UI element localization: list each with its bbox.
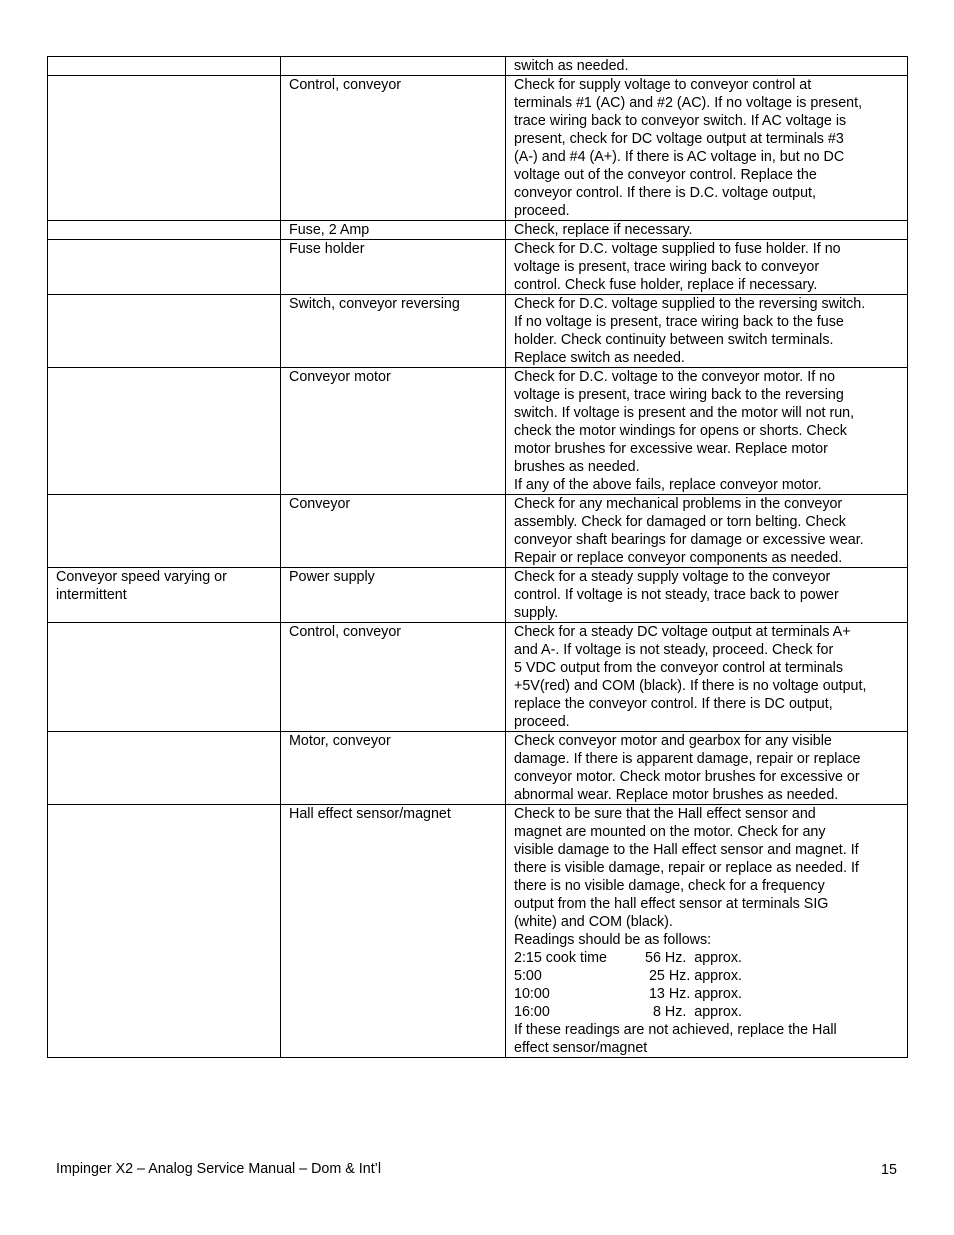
remedy-line: visible damage to the Hall effect sensor and magnet. If (514, 842, 859, 858)
table-row (48, 495, 908, 568)
cause-text: Fuse holder (289, 241, 365, 257)
remedy-line: If these readings are not achieved, replace the Hall (514, 1022, 837, 1038)
remedy-cell (506, 295, 908, 368)
cause-text: Fuse, 2 Amp (289, 222, 370, 238)
remedy-line: 5 VDC output from the conveyor control at terminals (514, 660, 843, 676)
table-row (48, 805, 908, 1058)
remedy-line: (white) and COM (black). (514, 914, 673, 930)
remedy-cell (506, 57, 908, 76)
cause-text: Control, conveyor (289, 77, 402, 93)
reading-value: 25 Hz. approx. (645, 968, 742, 984)
symptom-cell (48, 295, 281, 368)
remedy-line: there is no visible damage, check for a frequency (514, 878, 825, 894)
cause-cell (281, 495, 506, 568)
remedy-line: effect sensor/magnet (514, 1040, 648, 1056)
symptom-cell (48, 495, 281, 568)
remedy-line: check the motor windings for opens or shorts. Check (514, 423, 847, 439)
cause-cell (281, 221, 506, 240)
remedy-line: Check for any mechanical problems in the conveyor (514, 496, 843, 512)
cause-text: Motor, conveyor (289, 733, 391, 749)
cause-text: Control, conveyor (289, 624, 402, 640)
reading-value: 8 Hz. approx. (645, 1004, 742, 1020)
remedy-cell (506, 805, 908, 1058)
symptom-cell (48, 568, 281, 623)
remedy-line: brushes as needed. (514, 459, 640, 475)
reading-time: 10:00 (514, 986, 550, 1002)
cause-cell (281, 57, 506, 76)
remedy-line: damage. If there is apparent damage, repair or replace (514, 751, 861, 767)
remedy-cell (506, 568, 908, 623)
symptom-cell (48, 732, 281, 805)
remedy-line: Check for D.C. voltage supplied to the reversing switch. (514, 296, 866, 312)
cause-cell (281, 240, 506, 295)
remedy-line: If any of the above fails, replace conveyor motor. (514, 477, 822, 493)
remedy-cell (506, 623, 908, 732)
reading-time: 5:00 (514, 968, 542, 984)
symptom-cell (48, 221, 281, 240)
troubleshooting-table (47, 56, 908, 1058)
remedy-line: Check, replace if necessary. (514, 222, 693, 238)
remedy-cell (506, 495, 908, 568)
remedy-line: Check to be sure that the Hall effect sensor and (514, 806, 816, 822)
table-row (48, 623, 908, 732)
cause-cell (281, 732, 506, 805)
remedy-line: conveyor control. If there is D.C. voltage output, (514, 185, 816, 201)
remedy-line: Check for a steady DC voltage output at terminals A+ (514, 624, 851, 640)
remedy-line: terminals #1 (AC) and #2 (AC). If no voltage is present, (514, 95, 863, 111)
symptom-cell (48, 76, 281, 221)
reading-time: 16:00 (514, 1004, 550, 1020)
cause-cell (281, 568, 506, 623)
remedy-line: voltage out of the conveyor control. Replace the (514, 167, 817, 183)
remedy-line: switch as needed. (514, 58, 629, 74)
remedy-line: Replace switch as needed. (514, 350, 685, 366)
page-number: 15 (881, 1162, 897, 1178)
remedy-cell (506, 368, 908, 495)
table-row (48, 368, 908, 495)
remedy-line: control. Check fuse holder, replace if necessary. (514, 277, 818, 293)
remedy-line: conveyor motor. Check motor brushes for excessive or (514, 769, 860, 785)
cause-cell (281, 623, 506, 732)
cause-cell (281, 368, 506, 495)
remedy-line: abnormal wear. Replace motor brushes as needed. (514, 787, 839, 803)
footer-title: Impinger X2 – Analog Service Manual – Dom & Int’l (56, 1161, 382, 1177)
remedy-line: supply. (514, 605, 559, 621)
remedy-line: holder. Check continuity between switch terminals. (514, 332, 834, 348)
cause-text: Conveyor (289, 496, 351, 512)
remedy-cell (506, 76, 908, 221)
remedy-line: conveyor shaft bearings for damage or excessive wear. (514, 532, 864, 548)
remedy-line: Readings should be as follows: (514, 932, 712, 948)
remedy-line: Check for supply voltage to conveyor control at (514, 77, 812, 93)
cause-text: Conveyor motor (289, 369, 391, 385)
reading-row (514, 967, 903, 985)
table-row (48, 57, 908, 76)
troubleshooting-table-body (48, 57, 908, 1058)
remedy-line: voltage is present, trace wiring back to conveyor (514, 259, 820, 275)
reading-row (514, 985, 903, 1003)
table-row (48, 76, 908, 221)
reading-row (514, 949, 903, 967)
remedy-line: assembly. Check for damaged or torn belting. Check (514, 514, 846, 530)
remedy-cell (506, 240, 908, 295)
symptom-cell (48, 57, 281, 76)
table-row (48, 221, 908, 240)
remedy-line: Check for D.C. voltage to the conveyor motor. If no (514, 369, 836, 385)
symptom-cell (48, 240, 281, 295)
remedy-line: output from the hall effect sensor at terminals SIG (514, 896, 829, 912)
remedy-line: proceed. (514, 714, 570, 730)
remedy-line: Check conveyor motor and gearbox for any visible (514, 733, 832, 749)
remedy-line: (A-) and #4 (A+). If there is AC voltage in, but no DC (514, 149, 845, 165)
table-row (48, 295, 908, 368)
remedy-line: Check for a steady supply voltage to the conveyor (514, 569, 831, 585)
remedy-line: voltage is present, trace wiring back to the reversing (514, 387, 844, 403)
cause-cell (281, 805, 506, 1058)
remedy-line: proceed. (514, 203, 570, 219)
symptom-cell (48, 805, 281, 1058)
reading-row (514, 1003, 903, 1021)
symptom-cell (48, 623, 281, 732)
cause-cell (281, 295, 506, 368)
reading-value: 13 Hz. approx. (645, 986, 742, 1002)
remedy-line: trace wiring back to conveyor switch. If AC voltage is (514, 113, 847, 129)
remedy-line: +5V(red) and COM (black). If there is no voltage output, (514, 678, 867, 694)
remedy-line: switch. If voltage is present and the motor will not run, (514, 405, 855, 421)
remedy-line: replace the conveyor control. If there is DC output, (514, 696, 833, 712)
remedy-line: If no voltage is present, trace wiring back to the fuse (514, 314, 844, 330)
table-row (48, 732, 908, 805)
symptom-cell (48, 368, 281, 495)
reading-time: 2:15 cook time (514, 950, 607, 966)
remedy-line: there is visible damage, repair or replace as needed. If (514, 860, 859, 876)
remedy-line: control. If voltage is not steady, trace back to power (514, 587, 839, 603)
cause-text: Hall effect sensor/magnet (289, 806, 451, 822)
table-row (48, 240, 908, 295)
reading-value: 56 Hz. approx. (645, 950, 742, 966)
remedy-line: Check for D.C. voltage supplied to fuse holder. If no (514, 241, 841, 257)
remedy-cell (506, 732, 908, 805)
cause-text: Power supply (289, 569, 375, 585)
remedy-line: and A-. If voltage is not steady, proceed. Check for (514, 642, 834, 658)
remedy-line: magnet are mounted on the motor. Check for any (514, 824, 826, 840)
symptom-text: Conveyor speed varying or intermittent (56, 569, 227, 603)
remedy-cell (506, 221, 908, 240)
remedy-line: motor brushes for excessive wear. Replace motor (514, 441, 828, 457)
table-row (48, 568, 908, 623)
remedy-line: Repair or replace conveyor components as needed. (514, 550, 843, 566)
cause-cell (281, 76, 506, 221)
remedy-line: present, check for DC voltage output at terminals #3 (514, 131, 844, 147)
cause-text: Switch, conveyor reversing (289, 296, 460, 312)
